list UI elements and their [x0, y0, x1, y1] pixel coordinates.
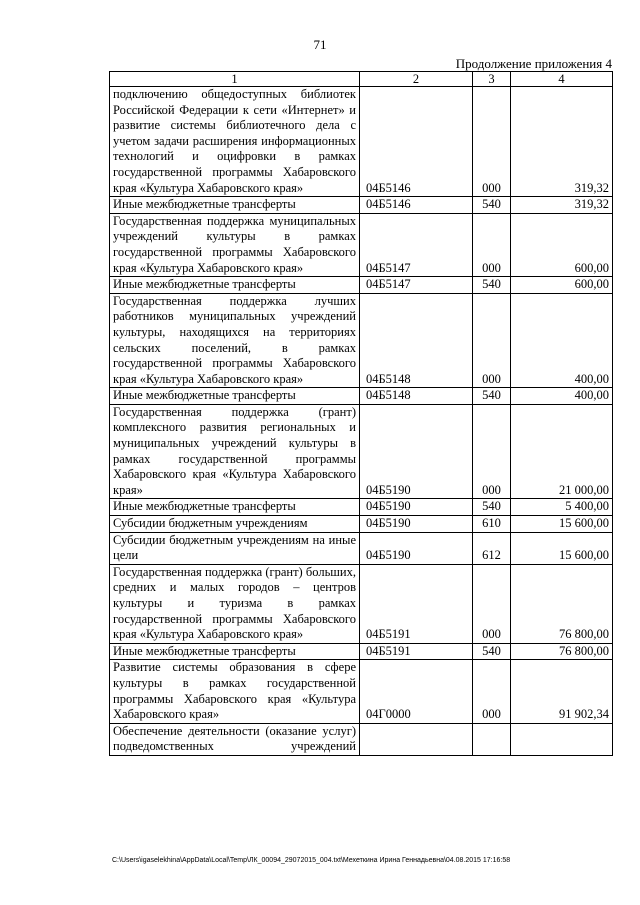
table-row [110, 388, 613, 405]
row-type: 000 [473, 87, 511, 197]
row-code: 04Б5191 [360, 564, 473, 643]
row-type: 000 [473, 213, 511, 276]
row-amount: 319,32 [511, 197, 613, 214]
row-name: Иные межбюджетные трансферты [110, 499, 360, 516]
row-amount: 76 800,00 [511, 643, 613, 660]
table-header-row [110, 72, 613, 87]
row-name: Субсидии бюджетным учреждениям [110, 516, 360, 533]
row-name: Государственная поддержка (грант) комплексного развития региональных и муниципальных учреждений культуры в рамках государственной программы Хабаровского края «Культура Хабаровского края» [110, 404, 360, 499]
row-code: 04Б5146 [360, 87, 473, 197]
row-name: Обеспечение деятельности (оказание услуг) подведомственных учреждений [110, 723, 360, 755]
row-amount: 15 600,00 [511, 516, 613, 533]
row-amount: 5 400,00 [511, 499, 613, 516]
row-type: 612 [473, 532, 511, 564]
row-name: Государственная поддержка лучших работников муниципальных учреждений культуры, находящихся на территориях сельских поселений, в рамках государственной программы Хабаровского края «Культура Хабаровского края» [110, 293, 360, 388]
row-amount: 15 600,00 [511, 532, 613, 564]
row-amount [511, 723, 613, 755]
row-name: Государственная поддержка муниципальных учреждений культуры в рамках государственной программы Хабаровского края «Культура Хабаровского края» [110, 213, 360, 276]
table-row [110, 660, 613, 723]
row-code: 04Б5147 [360, 213, 473, 276]
table-row [110, 404, 613, 499]
row-name: Развитие системы образования в сфере культуры в рамках государственной программы Хабаровского края «Культура Хабаровского края» [110, 660, 360, 723]
row-code: 04Б5190 [360, 404, 473, 499]
continuation-label: Продолжение приложения 4 [455, 56, 612, 71]
row-code [360, 723, 473, 755]
header-col-4: 4 [511, 72, 613, 87]
table-row [110, 723, 613, 755]
row-type: 540 [473, 643, 511, 660]
table-row [110, 277, 613, 294]
row-code: 04Г0000 [360, 660, 473, 723]
row-type: 000 [473, 660, 511, 723]
table-row [110, 87, 613, 197]
header-col-2: 2 [360, 72, 473, 87]
table-row [110, 197, 613, 214]
file-path-footer: C:\Users\igaselekhina\AppData\Local\Temp\ЛК_00094_29072015_004.txt\Мехеткина Ирина Геннадьевна\04.08.2015 17:16:58 [112, 857, 511, 864]
row-type [473, 723, 511, 755]
row-code: 04Б5148 [360, 388, 473, 405]
row-type: 540 [473, 499, 511, 516]
row-name: Иные межбюджетные трансферты [110, 277, 360, 294]
row-amount: 91 902,34 [511, 660, 613, 723]
row-amount: 600,00 [511, 213, 613, 276]
table-row [110, 213, 613, 276]
row-amount: 319,32 [511, 87, 613, 197]
page-number: 71 [313, 37, 327, 52]
row-code: 04Б5147 [360, 277, 473, 294]
row-name: Иные межбюджетные трансферты [110, 197, 360, 214]
row-code: 04Б5190 [360, 532, 473, 564]
table-row [110, 643, 613, 660]
row-type: 540 [473, 277, 511, 294]
table-row [110, 516, 613, 533]
row-name: Иные межбюджетные трансферты [110, 643, 360, 660]
row-name: Субсидии бюджетным учреждениям на иные цели [110, 532, 360, 564]
header-col-3: 3 [473, 72, 511, 87]
row-amount: 21 000,00 [511, 404, 613, 499]
row-name: Иные межбюджетные трансферты [110, 388, 360, 405]
row-code: 04Б5148 [360, 293, 473, 388]
row-type: 000 [473, 293, 511, 388]
row-amount: 76 800,00 [511, 564, 613, 643]
header-col-1: 1 [110, 72, 360, 87]
row-code: 04Б5146 [360, 197, 473, 214]
row-amount: 400,00 [511, 388, 613, 405]
row-type: 000 [473, 404, 511, 499]
row-type: 540 [473, 388, 511, 405]
row-code: 04Б5190 [360, 516, 473, 533]
row-amount: 600,00 [511, 277, 613, 294]
table-row [110, 499, 613, 516]
table-row [110, 564, 613, 643]
row-type: 540 [473, 197, 511, 214]
row-type: 610 [473, 516, 511, 533]
budget-table [109, 71, 613, 756]
table-row [110, 532, 613, 564]
row-type: 000 [473, 564, 511, 643]
row-amount: 400,00 [511, 293, 613, 388]
table-row [110, 293, 613, 388]
row-name: Государственная поддержка (грант) больших, средних и малых городов – центров культуры и туризма в рамках государственной программы Хабаровского края «Культура Хабаровского края» [110, 564, 360, 643]
row-name: подключению общедоступных библиотек Российской Федерации к сети «Интернет» и развитие системы библиотечного дела с учетом задачи расширения информационных технологий и оцифровки в рамках государственной программы Хабаровского края «Культура Хабаровского края» [110, 87, 360, 197]
row-code: 04Б5190 [360, 499, 473, 516]
row-code: 04Б5191 [360, 643, 473, 660]
